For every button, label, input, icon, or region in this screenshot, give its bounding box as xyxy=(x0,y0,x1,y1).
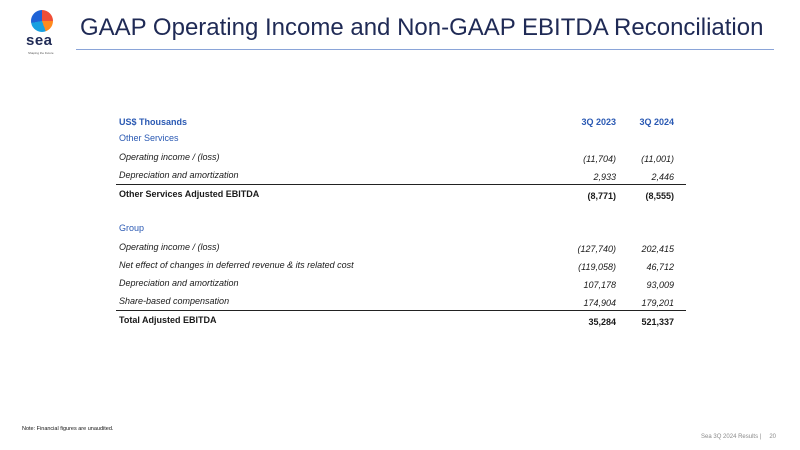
sea-logo-icon xyxy=(31,10,53,32)
reconciliation-table xyxy=(116,112,686,329)
row-value-3q2024: (11,001) xyxy=(641,154,674,164)
row-label: Operating income / (loss) xyxy=(119,152,220,162)
row-value-3q2023: 2,933 xyxy=(593,172,616,182)
brand-tagline: Shaping the Future xyxy=(28,51,54,55)
sea-logo xyxy=(22,8,64,58)
section-title-other-services xyxy=(116,130,686,148)
table-row xyxy=(116,256,686,274)
row-value-3q2024: 93,009 xyxy=(646,280,674,290)
total-row-other-services xyxy=(116,184,686,203)
row-value-3q2023: (127,740) xyxy=(577,244,616,254)
page-title: GAAP Operating Income and Non-GAAP EBITDA Reconciliation xyxy=(80,14,764,41)
table-row xyxy=(116,166,686,184)
title-divider xyxy=(76,49,774,50)
row-value-3q2023: (11,704) xyxy=(583,154,616,164)
section-spacer xyxy=(116,203,686,220)
table-row xyxy=(116,292,686,310)
page-number: 20 xyxy=(769,434,776,440)
row-label: Depreciation and amortization xyxy=(119,170,239,180)
table-row xyxy=(116,148,686,166)
row-value-3q2024: 179,201 xyxy=(641,298,674,308)
row-value-3q2024: 2,446 xyxy=(651,172,674,182)
total-value-3q2023: 35,284 xyxy=(588,317,616,327)
total-row-group xyxy=(116,310,686,329)
brand-name: sea xyxy=(26,32,53,49)
section-label: Group xyxy=(119,223,145,233)
footer-text: Sea 3Q 2024 Results | xyxy=(701,434,762,440)
section-label: Other Services xyxy=(119,133,179,143)
row-label: Net effect of changes in deferred revenue & its related cost xyxy=(119,260,354,270)
row-value-3q2024: 46,712 xyxy=(646,262,674,272)
row-value-3q2023: (119,058) xyxy=(578,262,616,272)
total-value-3q2023: (8,771) xyxy=(587,191,616,201)
total-label: Other Services Adjusted EBITDA xyxy=(119,189,260,199)
header-label: US$ Thousands xyxy=(119,117,188,127)
table-header-row xyxy=(116,112,686,130)
total-value-3q2024: (8,555) xyxy=(645,191,674,201)
row-label: Operating income / (loss) xyxy=(119,242,220,252)
row-label: Depreciation and amortization xyxy=(119,278,239,288)
row-label: Share-based compensation xyxy=(119,296,230,306)
table-row xyxy=(116,274,686,292)
row-value-3q2024: 202,415 xyxy=(641,244,674,254)
row-value-3q2023: 174,904 xyxy=(583,298,616,308)
row-value-3q2023: 107,178 xyxy=(583,280,616,290)
section-title-group xyxy=(116,220,686,238)
page-footer xyxy=(701,434,776,440)
footnote: Note: Financial figures are unaudited. xyxy=(22,426,114,432)
total-label: Total Adjusted EBITDA xyxy=(119,315,217,325)
table-row xyxy=(116,238,686,256)
header-col-3q2023: 3Q 2023 xyxy=(581,117,616,127)
total-value-3q2024: 521,337 xyxy=(641,317,674,327)
header-col-3q2024: 3Q 2024 xyxy=(639,117,674,127)
